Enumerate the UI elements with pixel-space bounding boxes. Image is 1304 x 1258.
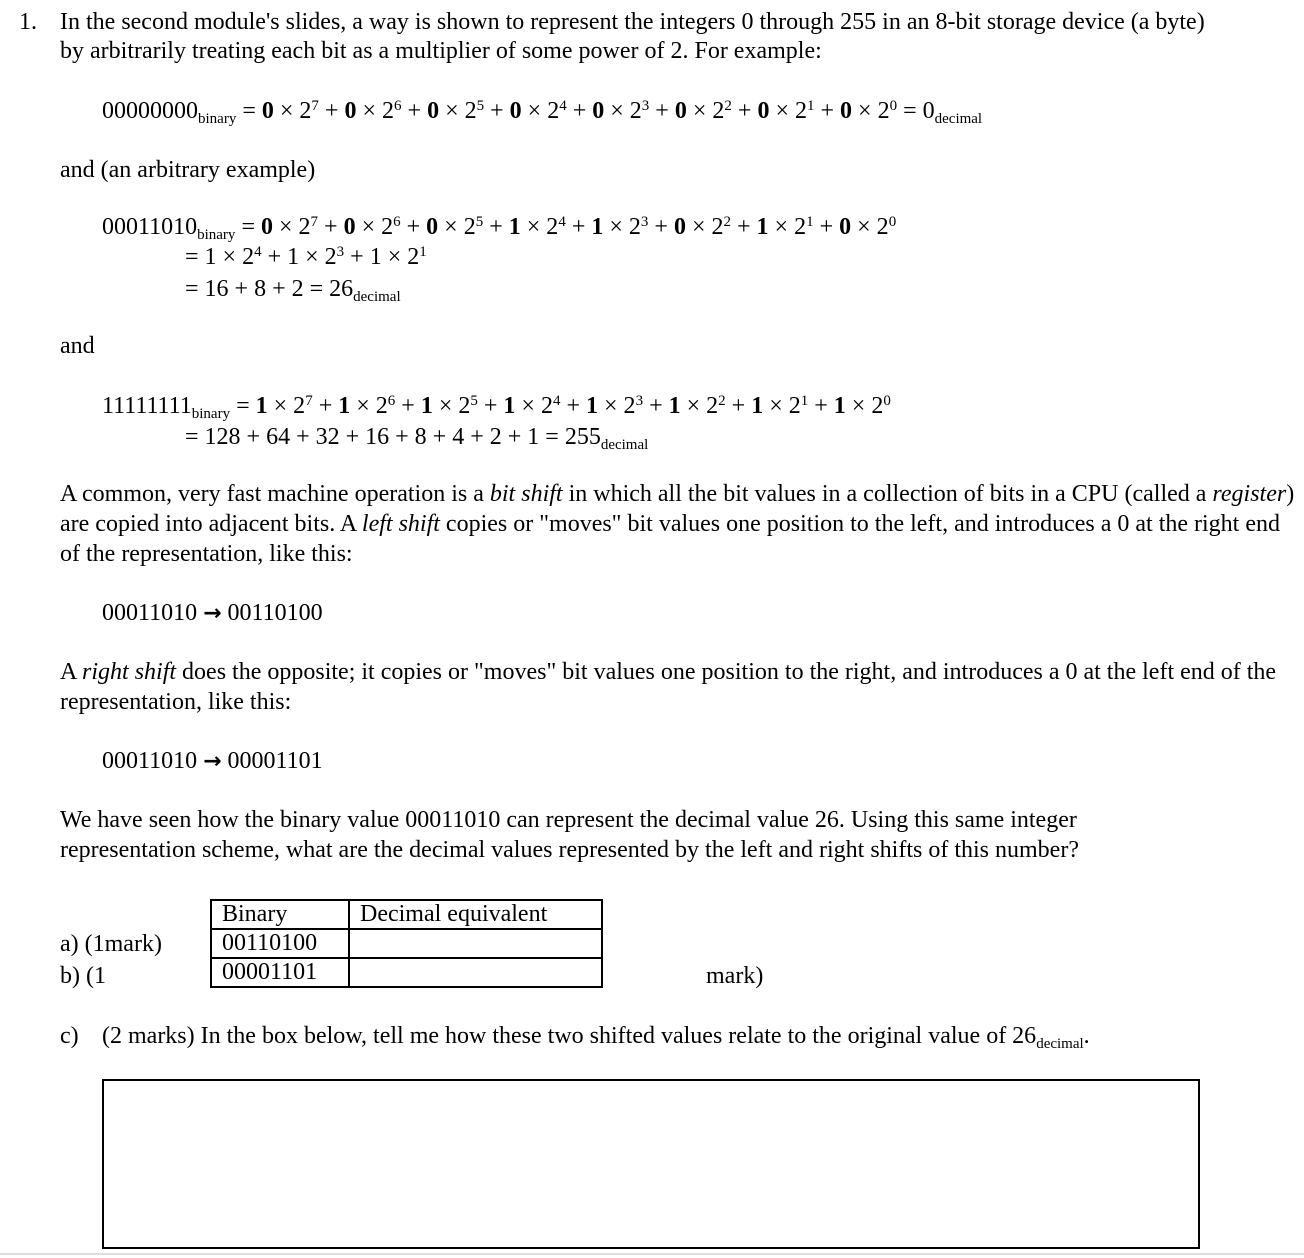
example2-line2-start: = 1 × 2 — [185, 244, 255, 270]
bit-term: 0 — [426, 214, 439, 240]
intro-line-1: In the second module's slides, a way is shown to represent the integers 0 through 255 in an 8-bit storage device (a byte) — [60, 9, 1205, 35]
part-a-label: a) (1mark) — [60, 931, 162, 957]
bit-term: 0 — [509, 98, 522, 124]
left-shift-example: 00011010 → 00110100 — [102, 600, 323, 626]
header-binary: Binary — [211, 900, 349, 929]
example3-sum-text: = 128 + 64 + 32 + 16 + 8 + 4 + 2 + 1 = 255 — [185, 424, 601, 450]
example3-sum — [185, 422, 648, 452]
bit-term: 0 — [592, 98, 605, 124]
answer-box[interactable] — [102, 1079, 1200, 1249]
row-b-decimal-input[interactable] — [349, 958, 602, 987]
question-paragraph: We have seen how the binary value 00011010 can represent the decimal value 26. Using this same integer representation scheme, what are the decimal values represented by the left and right shifts of this number? — [60, 807, 1079, 863]
header-decimal: Decimal equivalent — [349, 900, 602, 929]
table-header-row — [211, 900, 602, 929]
part-c-text: (2 marks) In the box below, tell me how these two shifted values relate to the original value of $26_{decimal}$. — [102, 1023, 1090, 1052]
example3-binary: 11111111 — [102, 393, 192, 419]
example3-equation: $11111111_{binary} = 1 \times 2^7 + 1 \times 2^6 + 1 \times 2^5 + 1 \times 2^4 + 1 \times 2^3 + 1 \times 2^2 + 1 \times 2^1 + 1 \times 2^0$ — [102, 393, 891, 422]
table-row — [211, 958, 602, 987]
example3-result-label: decimal — [600, 437, 649, 453]
connector-2: and — [60, 333, 95, 359]
bit-term: 1 — [756, 214, 769, 240]
row-a-decimal-input[interactable] — [349, 929, 602, 958]
bitshift-paragraph: A common, very fast machine operation is a bit shift in which all the bit values in a collection of bits in a CPU (called a register) are copied into adjacent bits. A left shift copies or "moves" bit values one position to the left, and introduces a 0 at the right end of the representation, like this: — [60, 481, 1295, 567]
term-left-shift: left shift — [361, 511, 440, 537]
bit-term: 0 — [839, 214, 852, 240]
bit-term: 0 — [427, 98, 440, 124]
example2-line2: = $1 \times 2^4 + 1 \times 2^3 + 1 \times 2^1$ — [185, 244, 427, 270]
example1-result: 0 — [922, 98, 935, 124]
row-a-binary: 00110100 — [211, 929, 349, 958]
example2-sum-text: = 16 + 8 + 2 = 26 — [185, 276, 354, 302]
term-right-shift: right shift — [82, 659, 177, 685]
bit-term: 1 — [591, 214, 604, 240]
right-shift-paragraph: A right shift does the opposite; it copies or "moves" bit values one position to the right, and introduces a 0 at the left end of the representation, like this: — [60, 659, 1277, 715]
example1-binary: 00000000 — [102, 98, 198, 124]
part-b-mark: mark) — [706, 963, 764, 989]
bit-term: 0 — [673, 214, 686, 240]
example1-equation: $00000000_{binary} = 0 \times 2^7 + 0 \times 2^6 + 0 \times 2^5 + 0 \times 2^4 + 0 \times 2^3 + 0 \times 2^2 + 0 \times 2^1 + 0 \times 2^0 = 0_{decimal}$ — [102, 98, 983, 127]
example2-result-label: decimal — [353, 289, 401, 305]
connector-1: and (an arbitrary example) — [60, 157, 316, 183]
example2-binary: 00011010 — [102, 214, 198, 240]
bit-term: 0 — [344, 98, 357, 124]
row-b-binary: 00001101 — [211, 958, 349, 987]
example2-binary-label: binary — [197, 227, 236, 243]
part-c-label: c) — [60, 1023, 79, 1049]
bit-term: 0 — [674, 98, 687, 124]
example2-equation: $00011010_{binary} = 0 \times 2^7 + 0 \times 2^6 + 0 \times 2^5 + 1 \times 2^4 + 1 \times 2^3 + 0 \times 2^2 + 1 \times 2^1 + 0 \times 2^0$ — [102, 214, 897, 243]
bit-term: 0 — [840, 98, 853, 124]
right-arrow-icon: → — [203, 601, 222, 626]
table-row — [211, 929, 602, 958]
intro-line-2: by arbitrarily treating each bit as a multiplier of some power of 2. For example: — [60, 38, 822, 64]
example2-sum — [185, 274, 401, 304]
page-bottom-divider — [0, 1253, 1304, 1255]
example1-binary-label: binary — [198, 111, 237, 127]
bit-term: 0 — [260, 214, 273, 240]
term-register: register — [1212, 481, 1287, 507]
bit-term: 1 — [508, 214, 521, 240]
right-arrow-icon: → — [203, 749, 222, 774]
answer-table — [210, 899, 603, 988]
example1-result-label: decimal — [934, 111, 983, 127]
example3-binary-label: binary — [191, 406, 231, 422]
right-shift-example: 00011010 → 00001101 — [102, 748, 323, 774]
part-c-decimal-label: decimal — [1036, 1036, 1084, 1052]
term-bit-shift: bit shift — [489, 481, 563, 507]
bit-term: 0 — [757, 98, 770, 124]
bit-term: 0 — [261, 98, 274, 124]
question-number: 1. — [19, 9, 37, 35]
part-b-label: b) (1 — [60, 963, 106, 989]
bit-term: 0 — [343, 214, 356, 240]
